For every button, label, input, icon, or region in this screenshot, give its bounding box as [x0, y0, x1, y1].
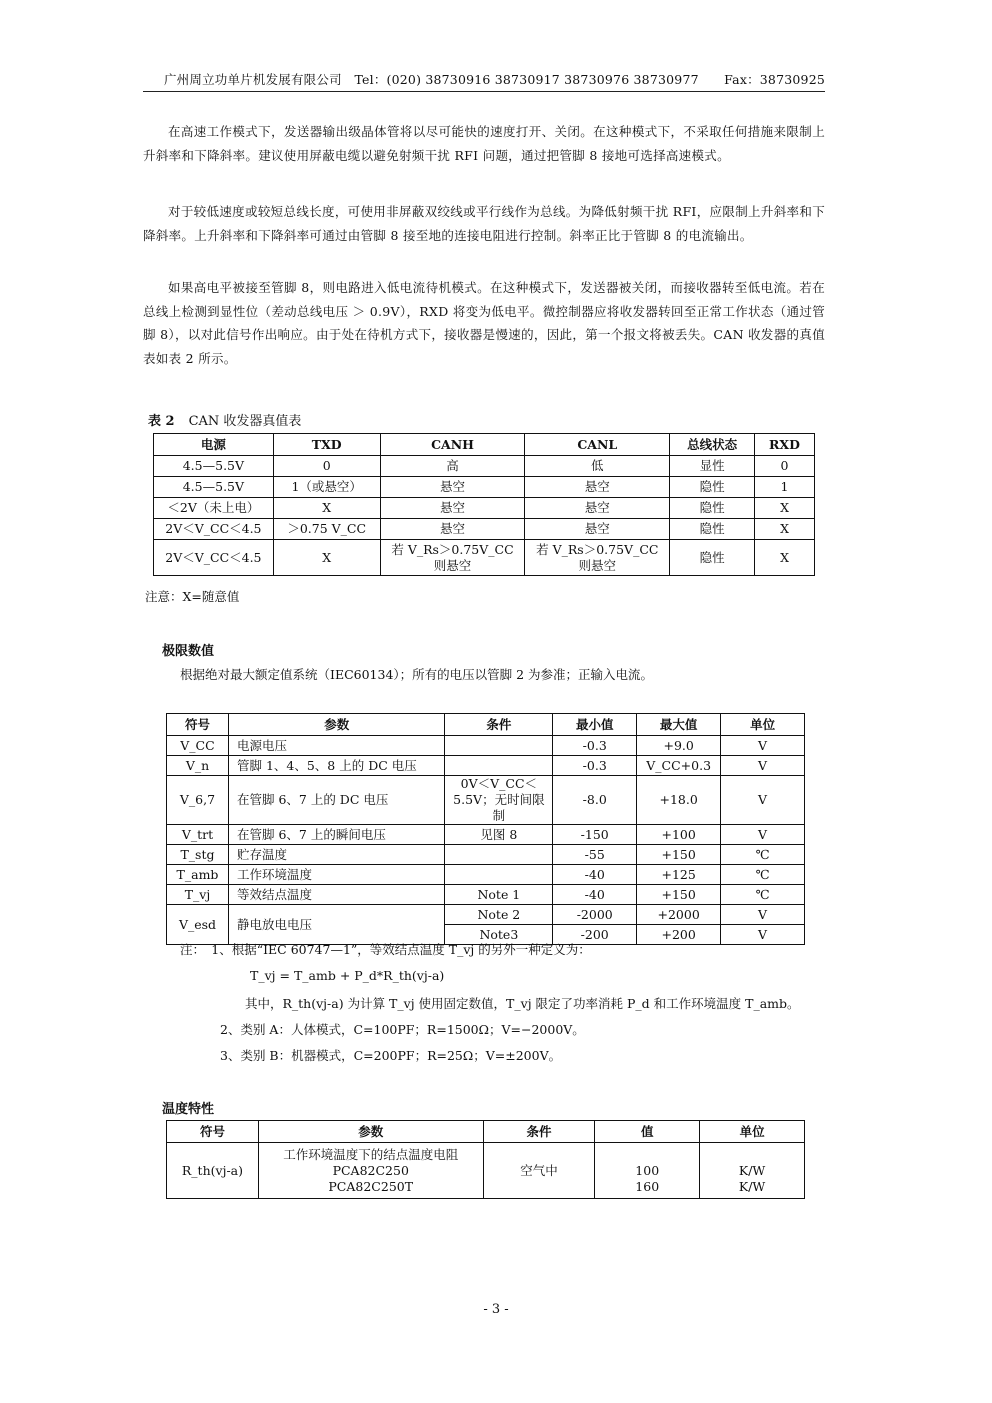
- paragraph-standby: 如果高电平被接至管脚 8，则电路进入低电流待机模式。在这种模式下，发送器被关闭，而接收器转至低电流。若在总线上检测到显性位（差动总线电压 ＞ 0.9V），RXD 将变为低电平。微控制器应将收发器转回至正常工作状态（通过管脚 8），以对此信号作出响应。由于处在待机方式下，接收器是慢速的，因此，第一个报文将被丢失。CAN 收发器的真值表如表 2 所示。: [143, 280, 825, 366]
- table-cell: [445, 845, 553, 865]
- table-cell: X: [755, 519, 815, 540]
- table-cell: [258, 1143, 483, 1199]
- table-cell: +150: [637, 845, 721, 865]
- table-cell: +100: [637, 825, 721, 845]
- table-cell: 4.5—5.5V: [154, 477, 274, 498]
- table-cell: R_th(vj-a): [167, 1143, 259, 1199]
- table-cell: 等效结点温度: [228, 885, 444, 905]
- limits-note-1: 注： 1、根据“IEC 60747—1”，等效结点温度 T_vj 的另外一种定义为：: [180, 942, 591, 957]
- table-cell: 悬空: [525, 477, 670, 498]
- table-cell: [700, 1143, 805, 1199]
- table-cell: 空气中: [483, 1143, 595, 1199]
- paragraph-high-speed: 在高速工作模式下，发送器输出级晶体管将以尽可能快的速度打开、关闭。在这种模式下，不采取任何措施来限制上升斜率和下降斜率。建议使用屏蔽电缆以避免射频干扰 RFI 问题，通过把管脚 8 接地可选择高速模式。: [143, 124, 825, 163]
- table-cell: X: [273, 540, 380, 576]
- table-cell: 1: [755, 477, 815, 498]
- table-header-cell: 符号: [167, 1121, 259, 1143]
- table-cell: 电源电压: [228, 736, 444, 756]
- table-cell: -0.3: [553, 736, 637, 756]
- table-cell: T_vj: [167, 885, 229, 905]
- table-cell: 若 V_Rs＞0.75V_CC 则悬空: [380, 540, 525, 576]
- table-row: [154, 540, 815, 576]
- table-cell: 4.5—5.5V: [154, 456, 274, 477]
- table-header-cell: RXD: [755, 434, 815, 456]
- table-header-cell: 电源: [154, 434, 274, 456]
- thermal-title: 温度特性: [162, 1102, 215, 1117]
- table-cell: ℃: [721, 865, 805, 885]
- table-cell: V_6,7: [167, 776, 229, 825]
- table-cell: +200: [637, 925, 721, 945]
- table-row: [167, 885, 805, 905]
- table-header-cell: 最小值: [553, 714, 637, 736]
- table-cell: V: [721, 925, 805, 945]
- table-cell: -40: [553, 885, 637, 905]
- table-header-cell: 参数: [228, 714, 444, 736]
- table-cell: +150: [637, 885, 721, 905]
- table-cell: V_CC: [167, 736, 229, 756]
- table-cell: [445, 756, 553, 776]
- table-row: [167, 845, 805, 865]
- table-cell: 隐性: [670, 477, 755, 498]
- table-header-cell: 条件: [483, 1121, 595, 1143]
- table-cell: -40: [553, 865, 637, 885]
- table-cell: 悬空: [525, 519, 670, 540]
- table-row: [154, 456, 815, 477]
- table-cell: 贮存温度: [228, 845, 444, 865]
- paragraph-slope-control: 对于较低速度或较短总线长度，可使用非屏蔽双绞线或平行线作为总线。为降低射频干扰 RFI，应限制上升斜率和下降斜率。上升斜率和下降斜率可通过由管脚 8 接至地的连接电阻进行控制。斜率正比于管脚 8 的电流输出。: [143, 204, 825, 243]
- table-header-cell: CANL: [525, 434, 670, 456]
- limits-note-where: 其中，R_th(vj-a) 为计算 T_vj 使用固定数值，T_vj 限定了功率消耗 P_d 和工作环境温度 T_amb。: [245, 996, 800, 1011]
- table-cell: 悬空: [380, 477, 525, 498]
- thermal-param-label: 工作环境温度下的结点温度电阻: [283, 1146, 459, 1162]
- page-number: - 3 -: [483, 1302, 509, 1317]
- table-cell: ＞0.75 V_CC: [273, 519, 380, 540]
- table-cell: V_n: [167, 756, 229, 776]
- table-cell: -150: [553, 825, 637, 845]
- table-cell: 隐性: [670, 498, 755, 519]
- table-cell: V_esd: [167, 905, 229, 945]
- table-row: [167, 776, 805, 825]
- table-cell: X: [755, 498, 815, 519]
- table-cell: -55: [553, 845, 637, 865]
- table-cell: Note 1: [445, 885, 553, 905]
- table-cell: 工作环境温度: [228, 865, 444, 885]
- truth-table: [153, 433, 815, 576]
- limits-intro: 根据绝对最大额定值系统（IEC60134）；所有的电压以管脚 2 为参准；正输入电流。: [180, 667, 654, 682]
- table-header-cell: 单位: [700, 1121, 805, 1143]
- table-row: [154, 498, 815, 519]
- table-cell: V_CC+0.3: [637, 756, 721, 776]
- table-cell: 低: [525, 456, 670, 477]
- table-cell: ＜2V（未上电）: [154, 498, 274, 519]
- table-cell: X: [755, 540, 815, 576]
- table-row: [167, 756, 805, 776]
- table-cell: V: [721, 756, 805, 776]
- table-row: [154, 477, 815, 498]
- thermal-unit: K/W: [738, 1178, 766, 1194]
- limits-note-3: 3、类别 B：机器模式，C=200PF；R=25Ω；V=±200V。: [220, 1048, 562, 1063]
- table-row: [167, 905, 805, 925]
- table-cell: +18.0: [637, 776, 721, 825]
- table-cell: 悬空: [380, 519, 525, 540]
- table-header-cell: CANH: [380, 434, 525, 456]
- table-cell: 1（或悬空）: [273, 477, 380, 498]
- table-cell: 悬空: [525, 498, 670, 519]
- limits-note-formula: T_vj = T_amb + P_d*R_th(vj-a): [250, 968, 445, 983]
- page-header: 广州周立功单片机发展有限公司 Tel：(020) 38730916 38730917 38730976 38730977 Fax：38730925: [143, 70, 825, 92]
- table-cell: V_trt: [167, 825, 229, 845]
- table2-caption-number: 表 2: [148, 414, 175, 429]
- table-header-cell: 符号: [167, 714, 229, 736]
- table-header-cell: 条件: [445, 714, 553, 736]
- thermal-value: 160: [635, 1178, 660, 1194]
- table-header-row: [167, 714, 805, 736]
- table-cell: 0: [273, 456, 380, 477]
- table-header-cell: 单位: [721, 714, 805, 736]
- table-cell: X: [273, 498, 380, 519]
- table-header-cell: TXD: [273, 434, 380, 456]
- table-cell: [595, 1143, 700, 1199]
- table-cell: V: [721, 825, 805, 845]
- thermal-table: [166, 1120, 805, 1199]
- table-cell: +9.0: [637, 736, 721, 756]
- limits-table: [166, 713, 805, 945]
- table-row: [167, 825, 805, 845]
- table-cell: 悬空: [380, 498, 525, 519]
- table-cell: 在管脚 6、7 上的 DC 电压: [228, 776, 444, 825]
- table-cell: -200: [553, 925, 637, 945]
- table-cell: -0.3: [553, 756, 637, 776]
- table-cell: V: [721, 776, 805, 825]
- table-cell: 显性: [670, 456, 755, 477]
- table-cell: -2000: [553, 905, 637, 925]
- table-cell: 2V＜V_CC＜4.5: [154, 519, 274, 540]
- table-cell: T_amb: [167, 865, 229, 885]
- table2-caption: [148, 410, 301, 429]
- table-header-cell: 最大值: [637, 714, 721, 736]
- table-row: [167, 736, 805, 756]
- table-cell: 2V＜V_CC＜4.5: [154, 540, 274, 576]
- thermal-param-part: PCA82C250T: [328, 1178, 414, 1194]
- table-header-row: [167, 1121, 805, 1143]
- table2-note: 注意：X=随意值: [145, 589, 240, 604]
- table-cell: [445, 865, 553, 885]
- limits-note-2: 2、类别 A：人体模式，C=100PF；R=1500Ω；V=−2000V。: [220, 1022, 585, 1037]
- table-cell: 0: [755, 456, 815, 477]
- table-row: [167, 1143, 805, 1199]
- table-header-cell: 值: [595, 1121, 700, 1143]
- table-header-cell: 总线状态: [670, 434, 755, 456]
- table-header-cell: 参数: [258, 1121, 483, 1143]
- table-cell: 隐性: [670, 540, 755, 576]
- table-cell: ℃: [721, 845, 805, 865]
- table-cell: ℃: [721, 885, 805, 905]
- table-cell: 管脚 1、4、5、8 上的 DC 电压: [228, 756, 444, 776]
- table-cell: -8.0: [553, 776, 637, 825]
- table-cell: 若 V_Rs＞0.75V_CC 则悬空: [525, 540, 670, 576]
- table-cell: 隐性: [670, 519, 755, 540]
- limits-title: 极限数值: [162, 644, 215, 659]
- table2-caption-text: CAN 收发器真值表: [188, 414, 302, 429]
- table-cell: +2000: [637, 905, 721, 925]
- table-cell: Note3: [445, 925, 553, 945]
- table-row: [154, 519, 815, 540]
- table-cell: 高: [380, 456, 525, 477]
- table-cell: 在管脚 6、7 上的瞬间电压: [228, 825, 444, 845]
- table-cell: Note 2: [445, 905, 553, 925]
- table-header-row: [154, 434, 815, 456]
- table-cell: V: [721, 736, 805, 756]
- table-cell: 静电放电电压: [228, 905, 444, 945]
- table-cell: 0V＜V_CC＜5.5V；无时间限制: [445, 776, 553, 825]
- table-cell: 见图 8: [445, 825, 553, 845]
- thermal-value: 100: [635, 1162, 660, 1178]
- table-row: [167, 865, 805, 885]
- thermal-param-part: PCA82C250: [332, 1162, 409, 1178]
- thermal-unit: K/W: [738, 1162, 766, 1178]
- table-cell: T_stg: [167, 845, 229, 865]
- table-cell: +125: [637, 865, 721, 885]
- table-cell: V: [721, 905, 805, 925]
- table-cell: [445, 736, 553, 756]
